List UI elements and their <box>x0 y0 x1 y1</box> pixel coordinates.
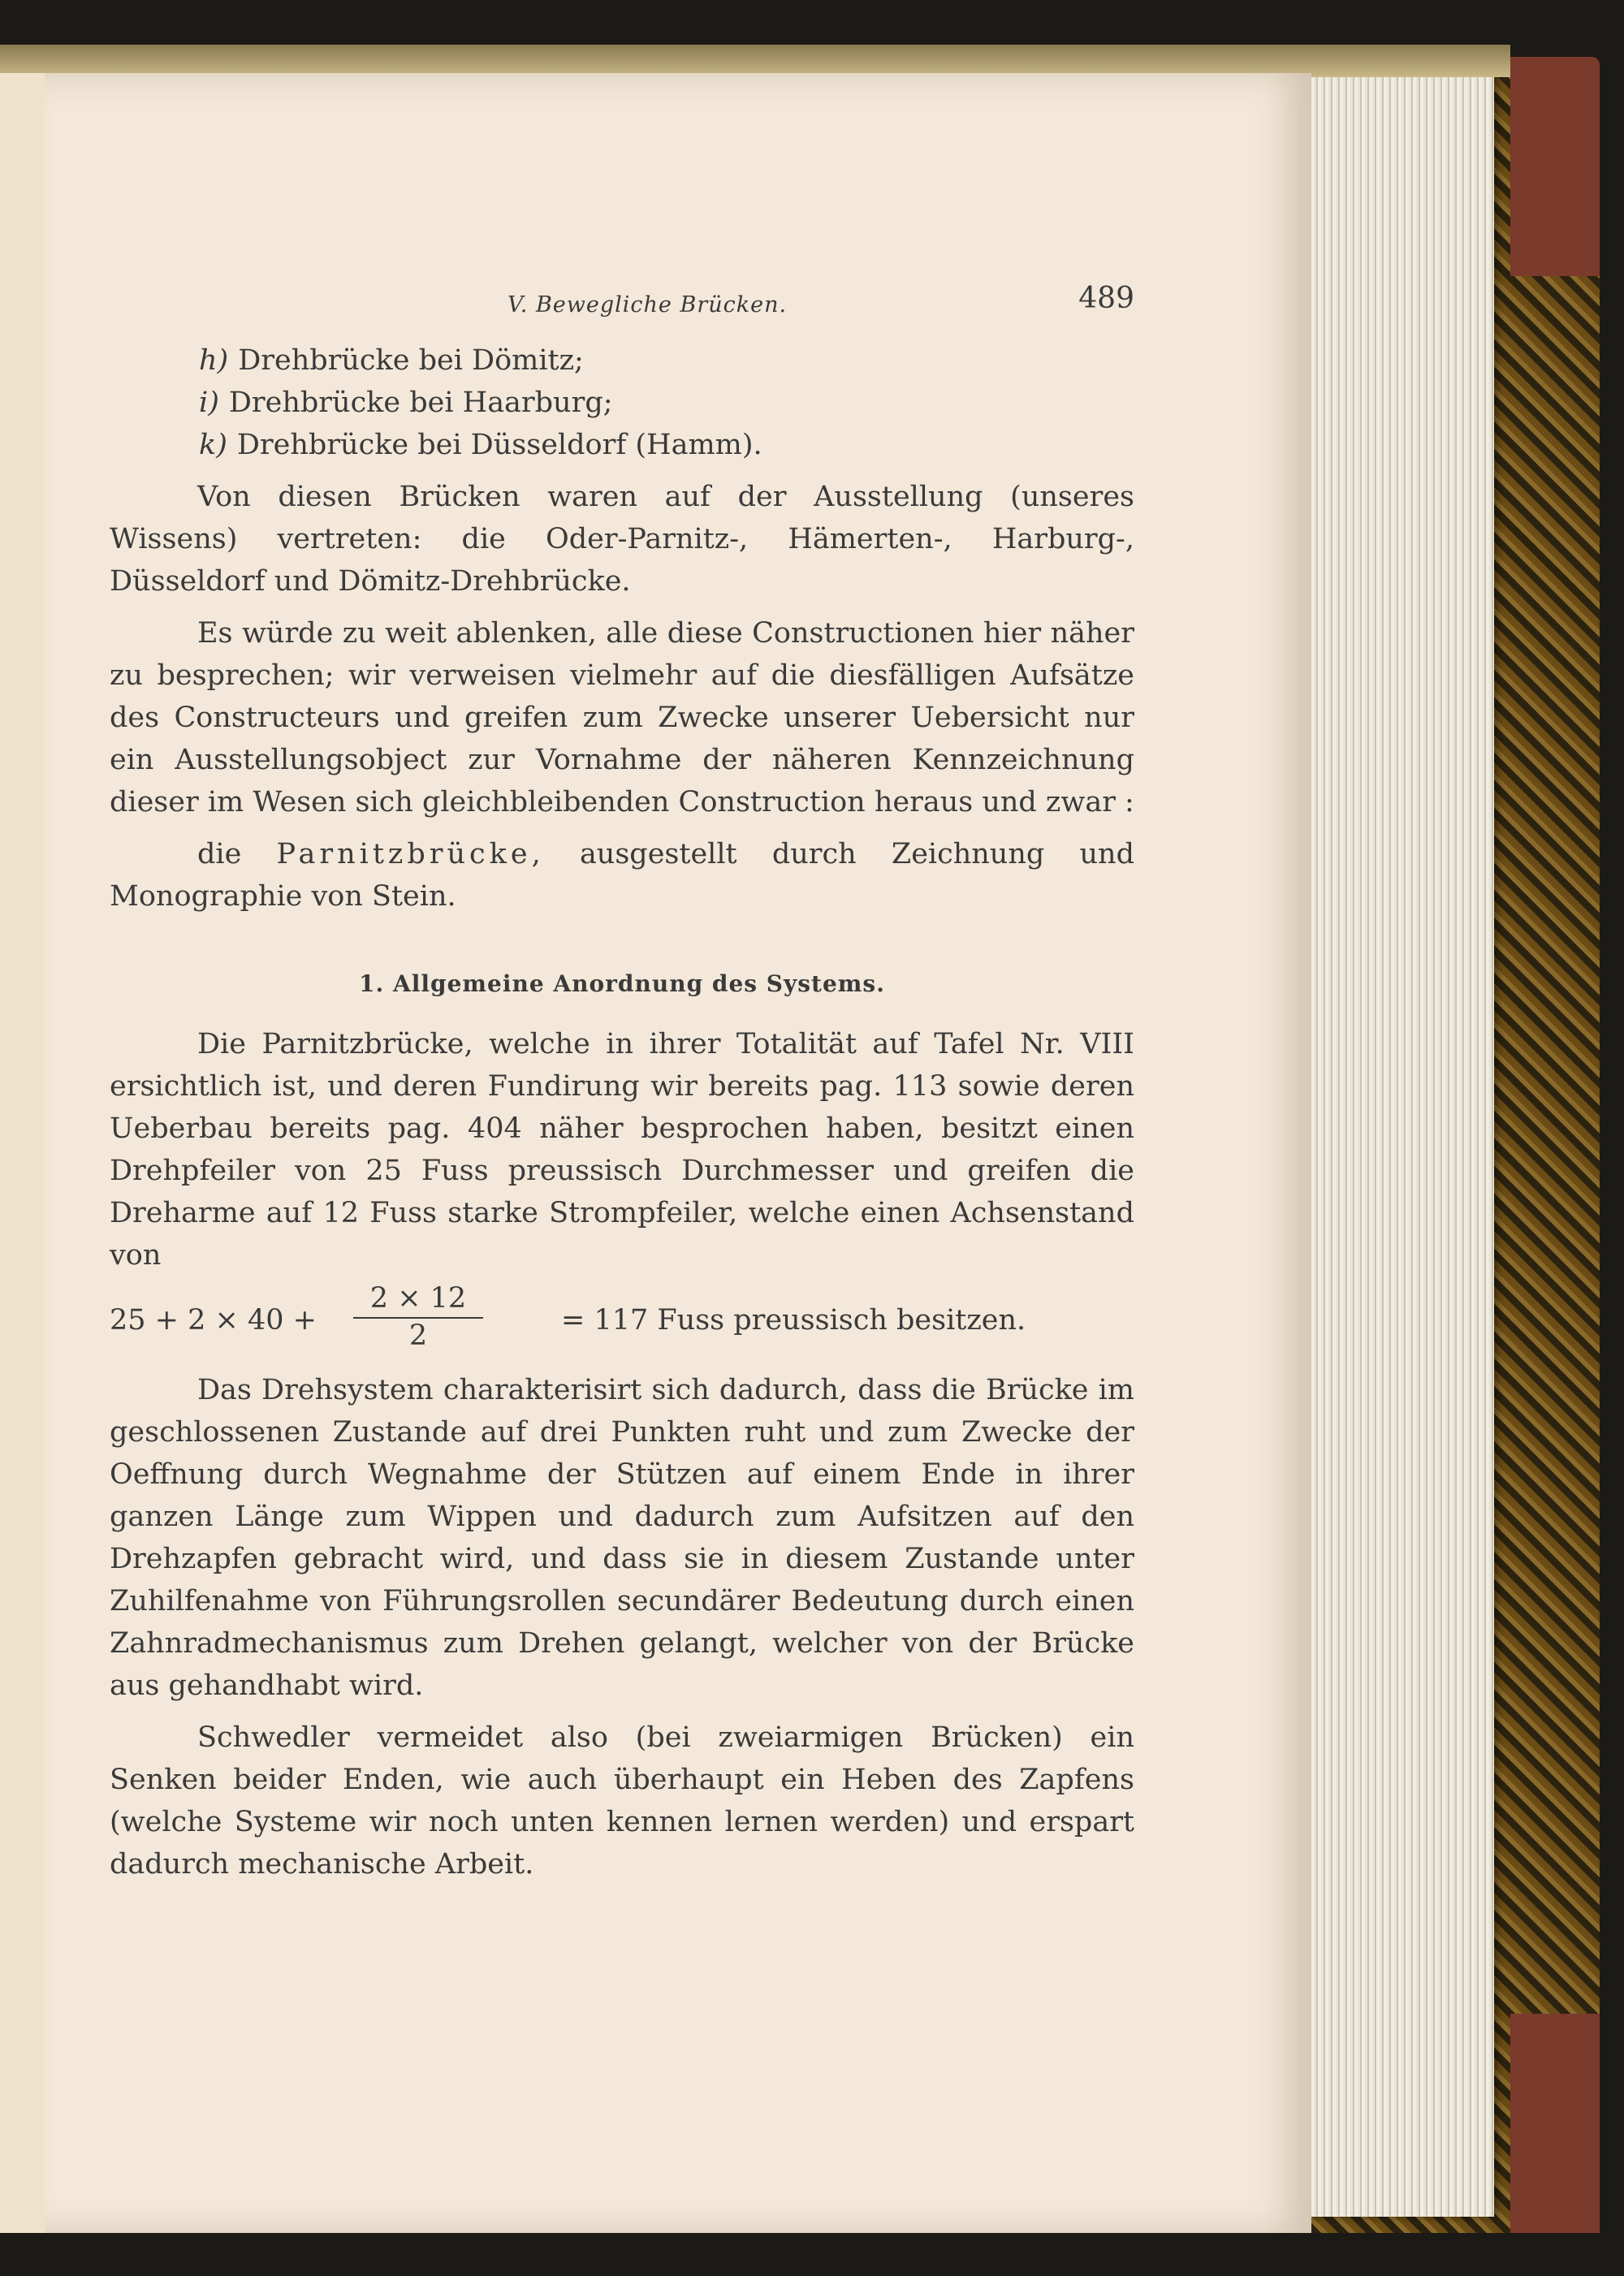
running-head <box>110 284 1134 325</box>
paragraph-constructions: Es würde zu weit ablenken, alle diese Constructionen hier näher zu besprechen; wir verweisen vielmehr auf die diesfälligen Aufsätze des Constructeurs und greifen zum Zwecke unserer Uebersicht nur ein Ausstellungsobject zur Vornahme der näheren Kennzeichnung dieser im Wesen sich gleichbleibenden Construction heraus und zwar : <box>110 617 1134 818</box>
para3-rest: ausgestellt durch Zeichnung und Monographie von Stein. <box>110 838 1134 913</box>
list-item-label: h) <box>199 344 229 377</box>
list-item <box>199 382 1134 424</box>
list-item-text: Drehbrücke bei Dömitz; <box>238 344 584 377</box>
page-stack-edge <box>1299 65 1494 2217</box>
formula-right: = 117 Fuss preussisch besitzen. <box>561 1304 1026 1337</box>
book-page <box>45 73 1311 2233</box>
book-cover-corner-bottom <box>1510 2014 1600 2233</box>
book-top-edge <box>0 45 1510 77</box>
formula <box>110 1281 1134 1359</box>
paragraph-drehsystem: Das Drehsystem charakterisirt sich dadurch, dass die Brücke im geschlossenen Zustande auf drei Punkten ruht und zum Zwecke der Oeffnung durch Wegnahme der Stützen auf einem Ende in ihrer ganzen Länge zum Wippen und dadurch zum Aufsitzen auf den Drehzapfen gebracht wird, und dass sie in diesem Zustande unter Zuhilfenahme von Führungsrollen secundärer Bedeutung durch einen Zahnradmechanismus zum Drehen gelangt, welcher von der Brücke aus gehandhabt wird. <box>110 1374 1134 1702</box>
running-head-title: V. Bewegliche Brücken. <box>508 292 788 317</box>
formula-left: 25 + 2 × 40 + <box>110 1304 317 1337</box>
paragraph-parnitz-exhibit <box>110 833 1134 918</box>
list-item <box>199 339 1134 382</box>
list-item <box>199 424 1134 466</box>
list-item-label: k) <box>199 429 227 461</box>
formula-denominator: 2 <box>408 1319 428 1352</box>
para3-prefix: die <box>197 838 242 870</box>
list-item-text: Drehbrücke bei Haarburg; <box>228 387 613 419</box>
page-number: 489 <box>1078 282 1134 315</box>
facing-page-sliver <box>0 73 46 2233</box>
formula-numerator: 2 × 12 <box>369 1282 467 1315</box>
paragraph-schwedler: Schwedler vermeidet also (bei zweiarmigen Brücken) ein Senken beider Enden, wie auch überhaupt ein Heben des Zapfens (welche Systeme wir noch unten kennen lernen werden) und erspart dadurch mechanische Arbeit. <box>110 1721 1134 1881</box>
section-heading: 1. Allgemeine Anordnung des Systems. <box>359 970 885 997</box>
formula-fraction <box>353 1281 483 1353</box>
paragraph-parnitz-description: Die Parnitzbrücke, welche in ihrer Totalität auf Tafel Nr. VIII ersichtlich ist, und deren Fundirung wir bereits pag. 113 sowie deren Ueberbau bereits pag. 404 näher besprochen haben, besitzt einen Drehpfeiler von 25 Fuss preussisch Durchmesser und greifen die Dreharme auf 12 Fuss starke Strompfeiler, welche einen Achsenstand von <box>110 1028 1134 1272</box>
book-cover-corner-top <box>1510 57 1600 276</box>
list-item-label: i) <box>199 387 219 419</box>
page-content <box>110 284 1134 1885</box>
list-item-text: Drehbrücke bei Düsseldorf (Hamm). <box>236 429 762 461</box>
paragraph-exhibited-bridges: Von diesen Brücken waren auf der Ausstellung (unseres Wissens) vertreten: die Oder-Parnitz-, Hämerten-, Harburg-, Düsseldorf und Dömitz-Drehbrücke. <box>110 481 1134 598</box>
para3-spaced-name: Parnitzbrücke, <box>276 838 545 870</box>
